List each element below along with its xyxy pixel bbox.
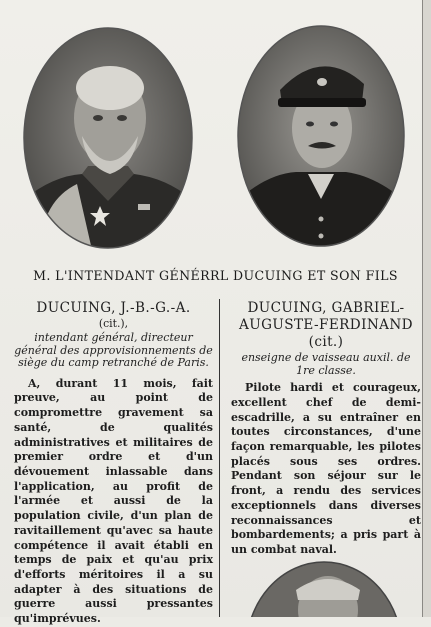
left-role: intendant général, directeur général des approvisionnements de siège du camp retranché de Paris. [14,331,213,370]
right-citation-text: Pilote hardi et courageux, excellent chef de demi-escadrille, a su entraîner en toutes circonstances, d'une façon remarquable, les pilotes placés sous ses ordres. Pendant son séjour sur le front, a rendu des services exceptionnels dans diverses reconnaissances et bombardements; a pris part à un combat naval. [231,381,421,556]
right-role: enseigne de vaisseau auxil. de 1re classe. [241,351,411,377]
right-name-heading: DUCUING, GABRIEL-AUGUSTE-FERDINAND (cit.) [239,300,413,350]
left-citation-text: A, durant 11 mois, fait preuve, au point de compromettre gravement sa santé, de qualités administratives et militaires de premier ordre et d'un dévouement inlassable dans l'application, au profit de l'armée et aussi de la population civile, d'un plan de ravitaillement qu'avec sa haute compétence il avait établi en temps de paix et qu'au prix d'efforts méritoires il a su adapter à des situations de guerre aussi pressantes qu'imprévues. [14,376,213,626]
portrait-son [236,24,406,248]
column-divider [219,299,220,617]
portrait-partial-bottom [244,560,404,617]
left-citation-mark: (cit.), [98,317,129,330]
right-column [231,300,421,558]
photo-caption: M. L'INTENDANT GÉNÉRRL DUCUING ET SON FILS [33,268,398,283]
left-name-heading: DUCUING, J.-B.-G.-A. [36,300,191,316]
left-column [14,300,213,627]
portrait-intendant-general [22,26,194,250]
page-edge [422,0,431,617]
